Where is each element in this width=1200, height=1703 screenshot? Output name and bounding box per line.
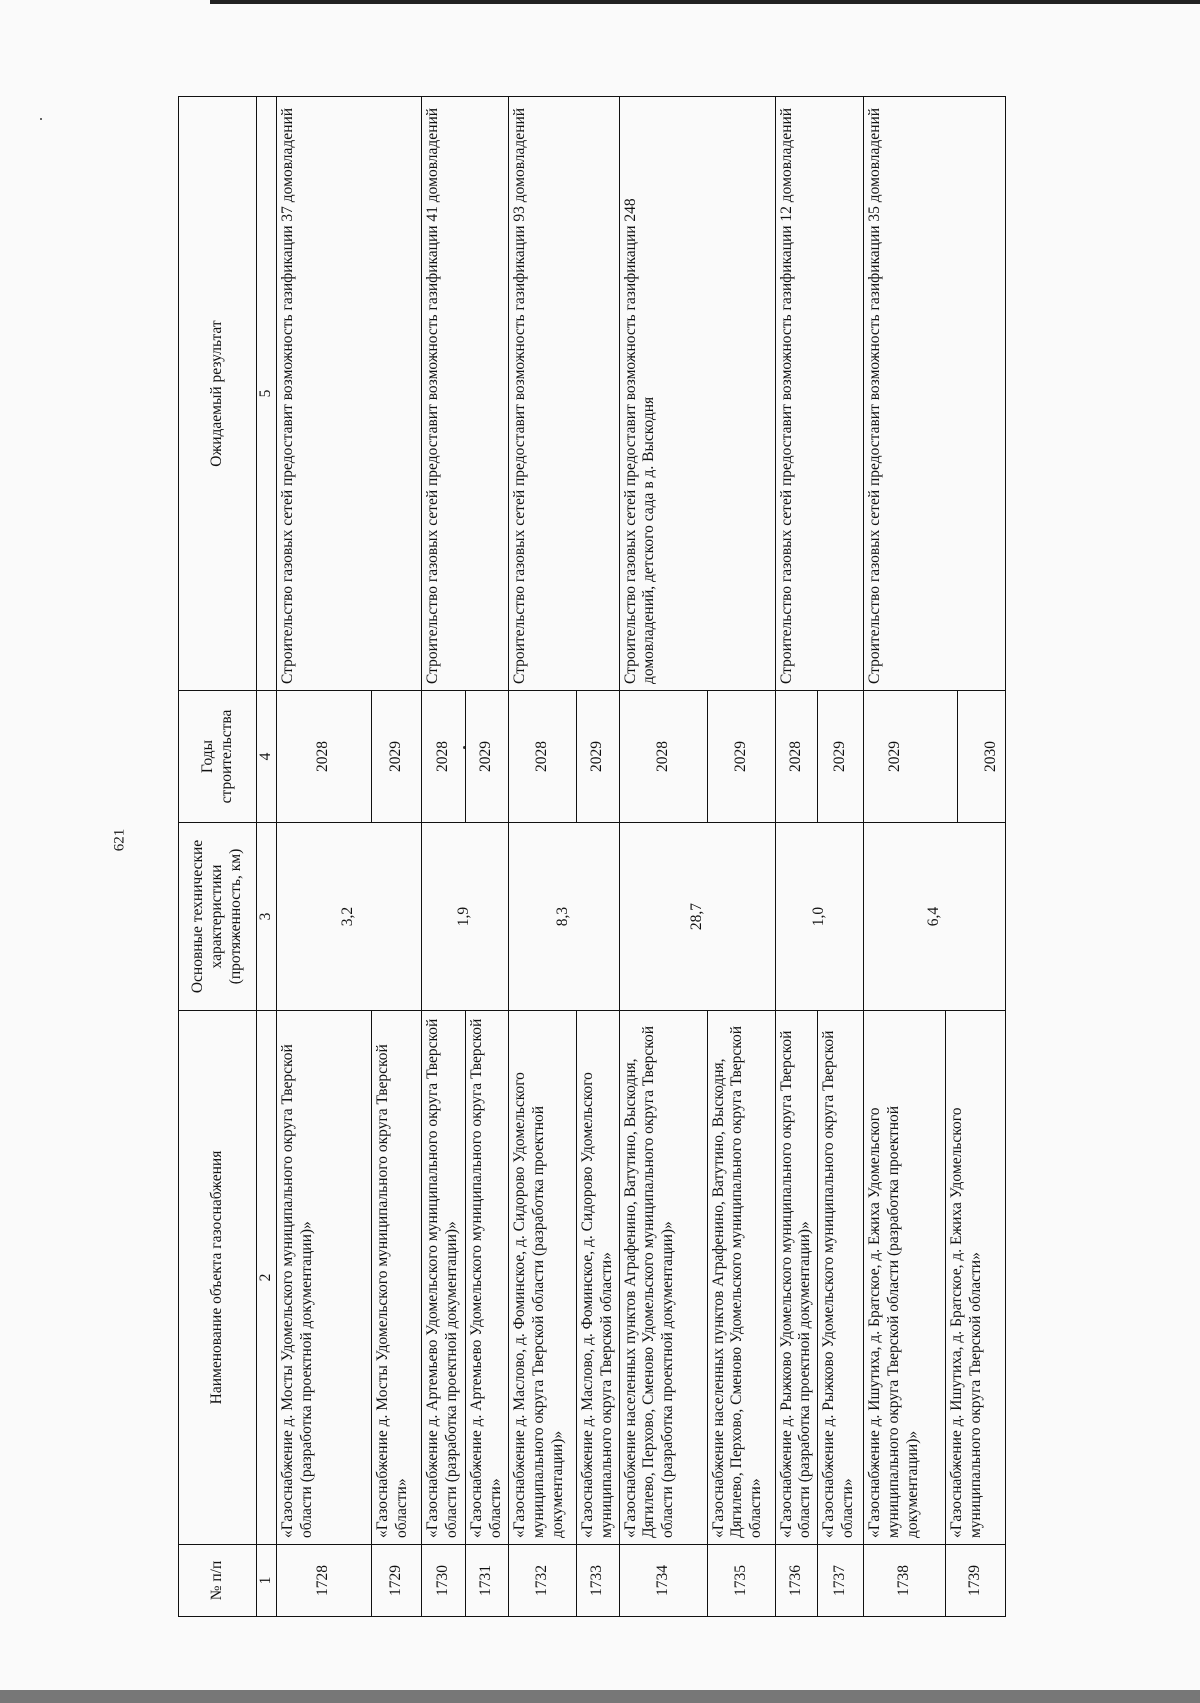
column-index: 2 <box>257 1011 277 1545</box>
table-row <box>864 97 946 1617</box>
row-number: 1736 <box>775 1545 818 1617</box>
row-number: 1737 <box>818 1545 864 1617</box>
expected-result: Строительство газовых сетей предоставит возможность газификации 35 домовладений <box>864 97 1006 691</box>
object-name: «Газоснабжение д. Артемьево Удомельского муниципального округа Тверской области (разработка проектной документации)» <box>421 1011 465 1545</box>
object-name: «Газоснабжение д. Ишутиха, д. Братское, д. Ежиха Удомельского муниципального округа Тверской области» <box>946 1011 1006 1545</box>
expected-result: Строительство газовых сетей предоставит возможность газификации 248 домовладений, детского сада в д. Выскодня <box>619 97 775 691</box>
expected-result: Строительство газовых сетей предоставит возможность газификации 37 домовладений <box>276 97 421 691</box>
construction-year <box>864 691 1006 823</box>
object-name: «Газоснабжение д. Артемьево Удомельского муниципального округа Тверской области» <box>465 1011 508 1545</box>
construction-year: 2029 <box>707 691 775 823</box>
length-km: 8,3 <box>508 823 619 1011</box>
object-name: «Газоснабжение д. Рыжково Удомельского муниципального округа Тверской области» <box>818 1011 864 1545</box>
construction-year: 2030 <box>957 691 1001 822</box>
header-result: Ожидаемый результат <box>179 97 257 691</box>
object-name: «Газоснабжение д. Мосты Удомельского муниципального округа Тверской области» <box>371 1011 421 1545</box>
column-index: 1 <box>257 1545 277 1617</box>
construction-year: 2029 <box>465 691 508 823</box>
construction-year: 2029 <box>818 691 864 823</box>
construction-year: 2029 <box>886 741 904 772</box>
gas-supply-table <box>178 96 1006 1617</box>
construction-year: 2029 <box>371 691 421 823</box>
length-km: 1,0 <box>775 823 864 1011</box>
length-km: 28,7 <box>619 823 775 1011</box>
construction-year: 2028 <box>276 691 371 823</box>
row-number: 1738 <box>864 1545 946 1617</box>
expected-result: Строительство газовых сетей предоставит возможность газификации 93 домовладений <box>508 97 619 691</box>
header-years: Годы строительства <box>179 691 257 823</box>
construction-year: 2029 <box>576 691 619 823</box>
column-index: 4 <box>257 691 277 823</box>
header-num: № п/п <box>179 1545 257 1617</box>
construction-year: 2028 <box>775 691 818 823</box>
expected-result: Строительство газовых сетей предоставит возможность газификации 41 домовладений <box>421 97 508 691</box>
table-row <box>619 97 707 1617</box>
construction-year: 2028 <box>421 691 465 823</box>
object-name: «Газоснабжение д. Мосты Удомельского муниципального округа Тверской области (разработка проектной документации)» <box>276 1011 371 1545</box>
table-row <box>276 97 371 1617</box>
row-number: 1728 <box>276 1545 371 1617</box>
row-number: 1734 <box>619 1545 707 1617</box>
row-number: 1733 <box>576 1545 619 1617</box>
row-number: 1731 <box>465 1545 508 1617</box>
object-name: «Газоснабжение д. Ишутиха, д. Братское, д. Ежиха Удомельского муниципального округа Тверской области (разработка проектной документации)» <box>864 1011 946 1545</box>
construction-year: 2028 <box>619 691 707 823</box>
scan-edge-top <box>210 0 1200 4</box>
rotated-table-container <box>178 97 1060 1617</box>
object-name: «Газоснабжение населенных пунктов Аграфенино, Ватутино, Выскодня, Дягилево, Перхово, Сменово Удомельского муниципального округа Тверской области» <box>707 1011 775 1545</box>
header-row <box>179 97 257 1617</box>
column-index-row <box>257 97 277 1617</box>
object-name: «Газоснабжение д. Рыжково Удомельского муниципального округа Тверской области (разработка проектной документации)» <box>775 1011 818 1545</box>
table-row <box>775 97 818 1617</box>
construction-year: 2028 <box>508 691 576 823</box>
expected-result: Строительство газовых сетей предоставит возможность газификации 12 домовладений <box>775 97 864 691</box>
row-number: 1735 <box>707 1545 775 1617</box>
header-name: Наименование объекта газоснабжения <box>179 1011 257 1545</box>
object-name: «Газоснабжение д. Маслово, д. Фоминское, д. Сидорово Удомельского муниципального округа Тверской области» <box>576 1011 619 1545</box>
object-name: «Газоснабжение д. Маслово, д. Фоминское, д. Сидорово Удомельского муниципального округа Тверской области (разработка проектной документации)» <box>508 1011 576 1545</box>
row-number: 1730 <box>421 1545 465 1617</box>
scan-speck <box>40 118 42 120</box>
column-index: 3 <box>257 823 277 1011</box>
header-specs: Основные технические характеристики (протяженность, км) <box>179 823 257 1011</box>
object-name: «Газоснабжение населенных пунктов Аграфенино, Ватутино, Выскодня, Дягилево, Перхово, Сменово Удомельского муниципального округа Тверской области (разработка проектной документации)» <box>619 1011 707 1545</box>
page-number: 621 <box>111 828 128 852</box>
column-index: 5 <box>257 97 277 691</box>
length-km: 1,9 <box>421 823 508 1011</box>
table-row <box>421 97 465 1617</box>
length-km: 6,4 <box>864 823 1006 1011</box>
length-km: 3,2 <box>276 823 421 1011</box>
scan-edge-bottom <box>0 1690 1200 1703</box>
row-number: 1739 <box>946 1545 1006 1617</box>
row-number: 1732 <box>508 1545 576 1617</box>
table-row <box>508 97 576 1617</box>
row-number: 1729 <box>371 1545 421 1617</box>
